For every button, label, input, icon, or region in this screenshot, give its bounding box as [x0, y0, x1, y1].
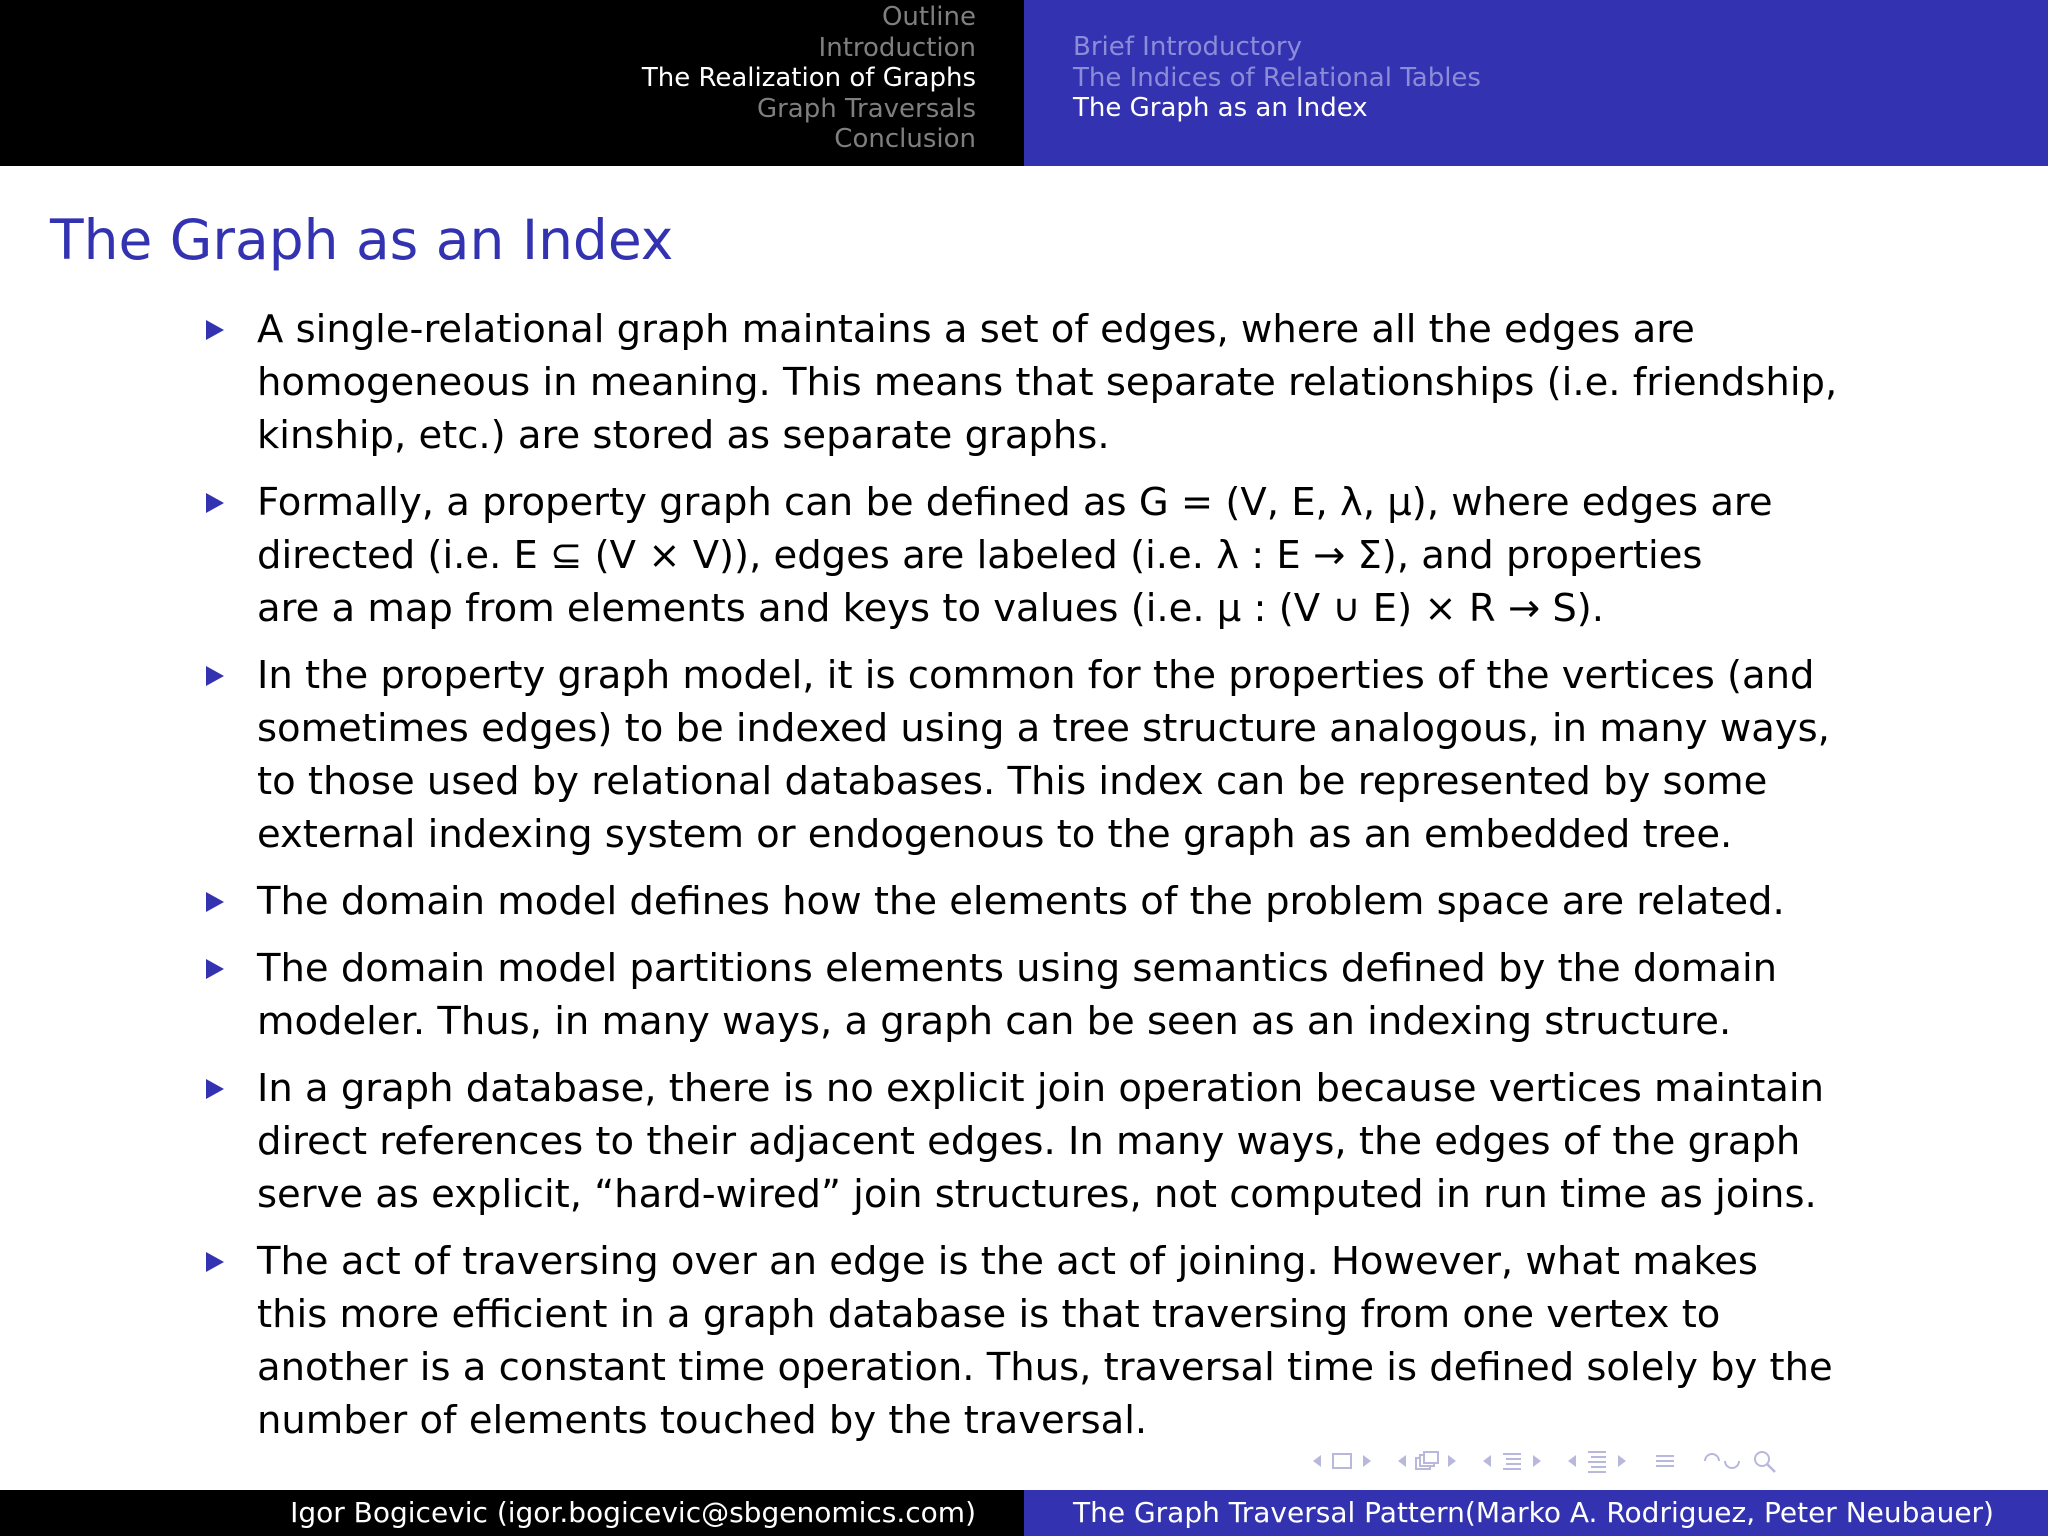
- section-list: [642, 2, 976, 155]
- bullet-text: The act of traversing over an edge is the act of joining. However, what makes this more efficient in a graph database is that traversing from one vertex to another is a constant time operation. Thus, traversal time is defined solely by the number of elements touched by the traversal.: [257, 1239, 1833, 1443]
- document-next-arrow-icon[interactable]: [1615, 1446, 1629, 1476]
- triangle-bullet-icon: [205, 662, 225, 690]
- section-icon[interactable]: [1497, 1446, 1527, 1476]
- triangle-bullet-icon: [205, 955, 225, 983]
- bullet-list: [205, 303, 1905, 1461]
- triangle-bullet-icon: [205, 489, 225, 517]
- subsection-list: [1073, 32, 1481, 124]
- subsection-link-brief-introductory[interactable]: Brief Introductory: [1073, 32, 1302, 62]
- subsection-icon[interactable]: [1412, 1446, 1442, 1476]
- frame-next-arrow-icon[interactable]: [1360, 1446, 1374, 1476]
- frame-title: The Graph as an Index: [50, 208, 674, 272]
- bullet-text: In a graph database, there is no explicit join operation because vertices maintain direct references to their adjacent edges. In many ways, the edges of the graph serve as explicit, “hard-wired” join structures, not computed in run time as joins.: [257, 1066, 1824, 1217]
- section-navigation: [0, 0, 1024, 166]
- bullet-item: [205, 649, 1905, 861]
- subsection-navigation: [1024, 0, 2048, 166]
- section-prev-arrow-icon[interactable]: [1480, 1446, 1494, 1476]
- bullet-text: The domain model defines how the elements of the problem space are related.: [257, 879, 1785, 924]
- bullet-item: [205, 476, 1905, 635]
- section-next-arrow-icon[interactable]: [1530, 1446, 1544, 1476]
- frame-prev-arrow-icon[interactable]: [1310, 1446, 1324, 1476]
- section-link-conclusion[interactable]: Conclusion: [834, 124, 976, 154]
- bullet-item: [205, 1235, 1905, 1447]
- triangle-bullet-icon: [205, 1248, 225, 1276]
- section-link-outline[interactable]: Outline: [881, 2, 976, 32]
- footer-author-bar: [0, 1490, 1024, 1536]
- triangle-bullet-icon: [205, 888, 225, 916]
- bullet-item: [205, 303, 1905, 462]
- triangle-bullet-icon: [205, 316, 225, 344]
- section-link-realization-of-graphs[interactable]: The Realization of Graphs: [641, 63, 976, 93]
- bullet-text: Formally, a property graph can be defined as G = (V, E, λ, μ), where edges are directed (i.e. E ⊆ (V × V)), edges are labeled (i.e. λ : E → Σ), and properties are a map from elements and keys to values (i.e. μ : (V ∪ E) × R → S).: [257, 480, 1773, 631]
- footer-presentation-title: The Graph Traversal Pattern(Marko A. Rodriguez, Peter Neubauer): [1073, 1496, 1994, 1529]
- search-icon[interactable]: [1750, 1446, 1780, 1476]
- footer-title-bar: [1024, 1490, 2048, 1536]
- section-link-introduction[interactable]: Introduction: [818, 32, 976, 63]
- header: [0, 0, 2048, 166]
- bullet-text: A single-relational graph maintains a set of edges, where all the edges are homogeneous in meaning. This means that separate relationships (i.e. friendship, kinship, etc.) are stored as separate graphs.: [257, 307, 1838, 458]
- align-icon[interactable]: [1650, 1446, 1680, 1476]
- frame-icon[interactable]: [1327, 1446, 1357, 1476]
- subsection-link-graph-as-index[interactable]: The Graph as an Index: [1073, 93, 1368, 123]
- document-prev-arrow-icon[interactable]: [1565, 1446, 1579, 1476]
- back-forward-icon[interactable]: [1701, 1446, 1747, 1476]
- bullet-item: [205, 1062, 1905, 1221]
- bullet-text: In the property graph model, it is common for the properties of the vertices (and sometimes edges) to be indexed using a tree structure analogous, in many ways, to those used by relational databases. This index can be represented by some external indexing system or endogenous to the graph as an embedded tree.: [257, 653, 1830, 857]
- document-icon[interactable]: [1582, 1446, 1612, 1476]
- navigation-symbols: [1310, 1446, 1783, 1476]
- footer-author: Igor Bogicevic (igor.bogicevic@sbgenomics.com): [290, 1496, 976, 1529]
- subsection-link-indices-relational-tables[interactable]: The Indices of Relational Tables: [1073, 62, 1481, 93]
- bullet-item: [205, 875, 1905, 928]
- subsection-next-arrow-icon[interactable]: [1445, 1446, 1459, 1476]
- section-link-graph-traversals[interactable]: Graph Traversals: [756, 93, 976, 124]
- triangle-bullet-icon: [205, 1075, 225, 1103]
- bullet-item: [205, 942, 1905, 1048]
- subsection-prev-arrow-icon[interactable]: [1395, 1446, 1409, 1476]
- bullet-text: The domain model partitions elements using semantics defined by the domain modeler. Thus, in many ways, a graph can be seen as an indexing structure.: [257, 946, 1778, 1044]
